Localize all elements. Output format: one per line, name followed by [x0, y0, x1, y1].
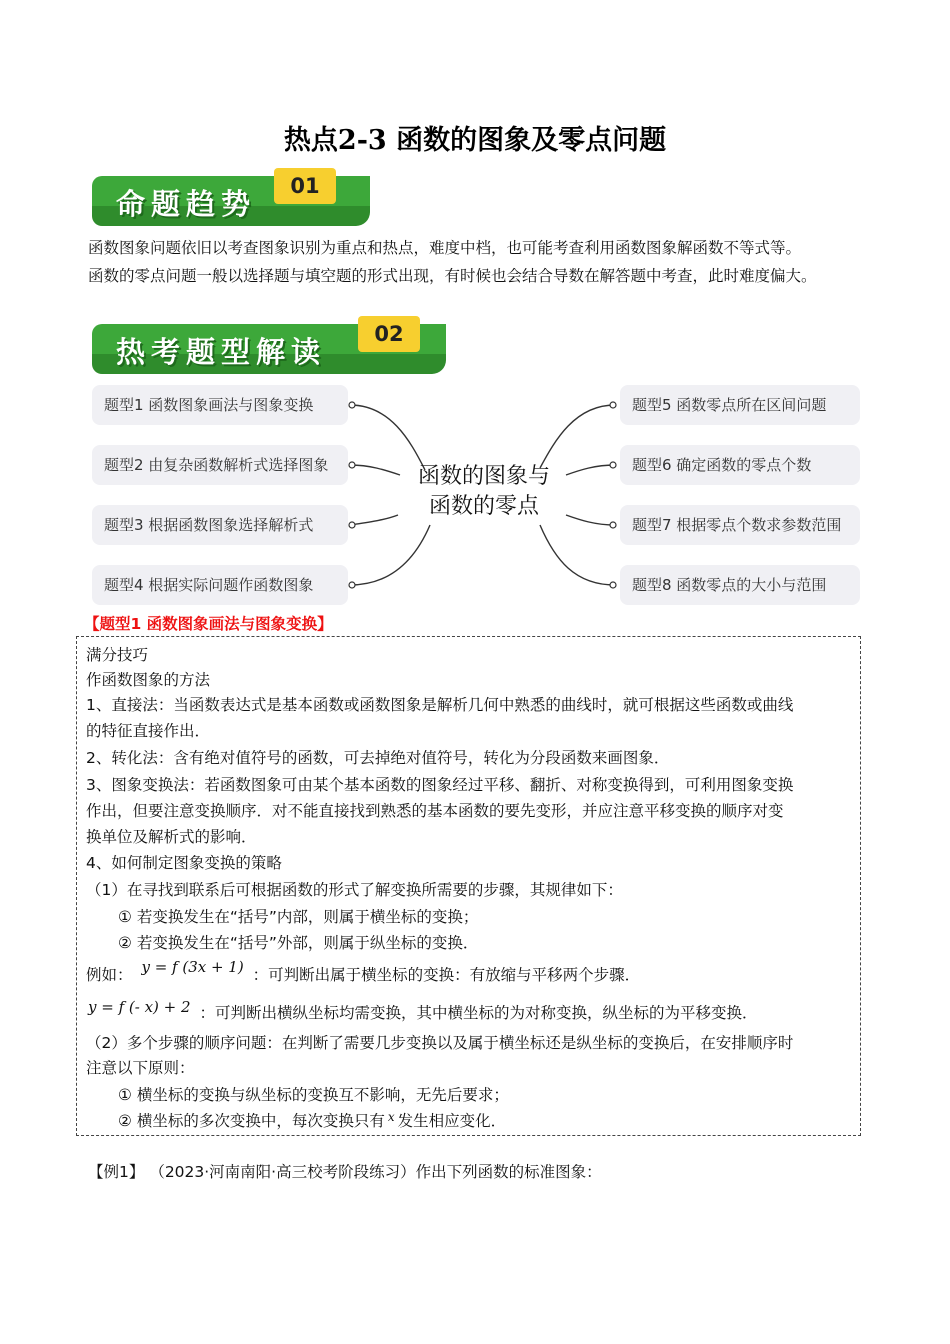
mindmap-topic-8: 题型8 函数零点的大小与范围	[620, 565, 860, 605]
banner-number: 02	[358, 316, 420, 352]
tips-line: 2、转化法：含有绝对值符号的函数，可去掉绝对值符号，转化为分段函数来画图象．	[86, 749, 670, 767]
tips-line: （1）在寻找到联系后可根据函数的形式了解变换所需要的步骤，其规律如下：	[86, 881, 623, 899]
mindmap-topic-3: 题型3 根据函数图象选择解析式	[92, 505, 348, 545]
example-source: （2023·河南南阳·高三校考阶段练习）作出下列函数的标准图象：	[149, 1163, 602, 1181]
mindmap-topic-6: 题型6 确定函数的零点个数	[620, 445, 860, 485]
tips-line: 4、如何制定图象变换的策略	[86, 854, 282, 872]
banner-number: 01	[274, 168, 336, 204]
tips-line: ① 横坐标的变换与纵坐标的变换互不影响，无先后要求；	[118, 1086, 509, 1104]
tips-line: ② 若变换发生在“括号”外部，则属于纵坐标的变换．	[118, 934, 479, 952]
variable-x: x	[387, 1110, 395, 1124]
tips-line: （2）多个步骤的顺序问题：在判断了需要几步变换以及属于横坐标还是纵坐标的变换后，在安排顺序时	[86, 1034, 794, 1052]
example-suffix: ：可判断出属于横坐标的变换：有放缩与平移两个步骤．	[252, 966, 641, 984]
mindmap-topic-5: 题型5 函数零点所在区间问题	[620, 385, 860, 425]
example-suffix-2: ：可判断出横纵坐标均需变换，其中横坐标的为对称变换，纵坐标的为平移变换．	[199, 1004, 758, 1022]
page-title: 热点2-3 函数的图象及零点问题	[283, 125, 667, 156]
tips-line: 3、图象变换法：若函数图象可由某个基本函数的图象经过平移、翻折、对称变换得到，可利用图象变换	[86, 776, 794, 794]
tips-line: 1、直接法：当函数表达式是基本函数或函数图象是解析几何中熟悉的曲线时，就可根据这些函数或曲线	[86, 696, 794, 714]
mindmap-center-line-1: 函数的图象与	[417, 464, 550, 489]
type1-heading: 【题型1 函数图象画法与图象变换】	[84, 615, 333, 633]
mindmap-topic-7: 题型7 根据零点个数求参数范围	[620, 505, 860, 545]
tips-line: 注意以下原则：	[86, 1059, 195, 1077]
tips-example-line-2	[88, 1000, 758, 1026]
example-1	[88, 1160, 602, 1182]
example-prefix: 例如：	[86, 966, 133, 984]
banner-label: 热考题型解读	[116, 335, 327, 369]
trend-paragraph-2: 函数的零点问题一般以选择题与填空题的形式出现，有时候也会结合导数在解答题中考查，此时难度偏大。	[88, 267, 817, 285]
rule-2-prefix: ② 横坐标的多次变换中，每次变换只有	[118, 1112, 385, 1130]
tips-line: 作出，但要注意变换顺序．对不能直接找到熟悉的基本函数的要先变形，并应注意平移变换的顺序对变	[86, 802, 784, 820]
tips-example-line	[86, 958, 641, 988]
mindmap-topic-2: 题型2 由复杂函数解析式选择图象	[92, 445, 348, 485]
mindmap-center	[398, 462, 570, 522]
tips-line: ① 若变换发生在“括号”内部，则属于横坐标的变换；	[118, 908, 479, 926]
formula-2: y = f (- x) + 2	[88, 998, 191, 1016]
banner-label: 命题趋势	[116, 187, 257, 221]
tips-line: 的特征直接作出．	[86, 722, 211, 740]
tips-line: 作函数图象的方法	[86, 671, 211, 689]
formula-1: y = f (3x + 1)	[141, 958, 244, 976]
example-tag: 【例1】	[88, 1163, 145, 1181]
mindmap-topic-4: 题型4 根据实际问题作函数图象	[92, 565, 348, 605]
mindmap-topic-1: 题型1 函数图象画法与图象变换	[92, 385, 348, 425]
rule-2-suffix: 发生相应变化．	[397, 1112, 507, 1130]
trend-paragraph-1: 函数图象问题依旧以考查图象识别为重点和热点，难度中档，也可能考查利用函数图象解函数不等式等。	[88, 239, 802, 257]
tips-line-last	[118, 1108, 506, 1135]
tips-title: 满分技巧	[86, 646, 149, 664]
mindmap-center-line-2: 函数的零点	[428, 494, 539, 519]
tips-line: 换单位及解析式的影响．	[86, 828, 257, 846]
